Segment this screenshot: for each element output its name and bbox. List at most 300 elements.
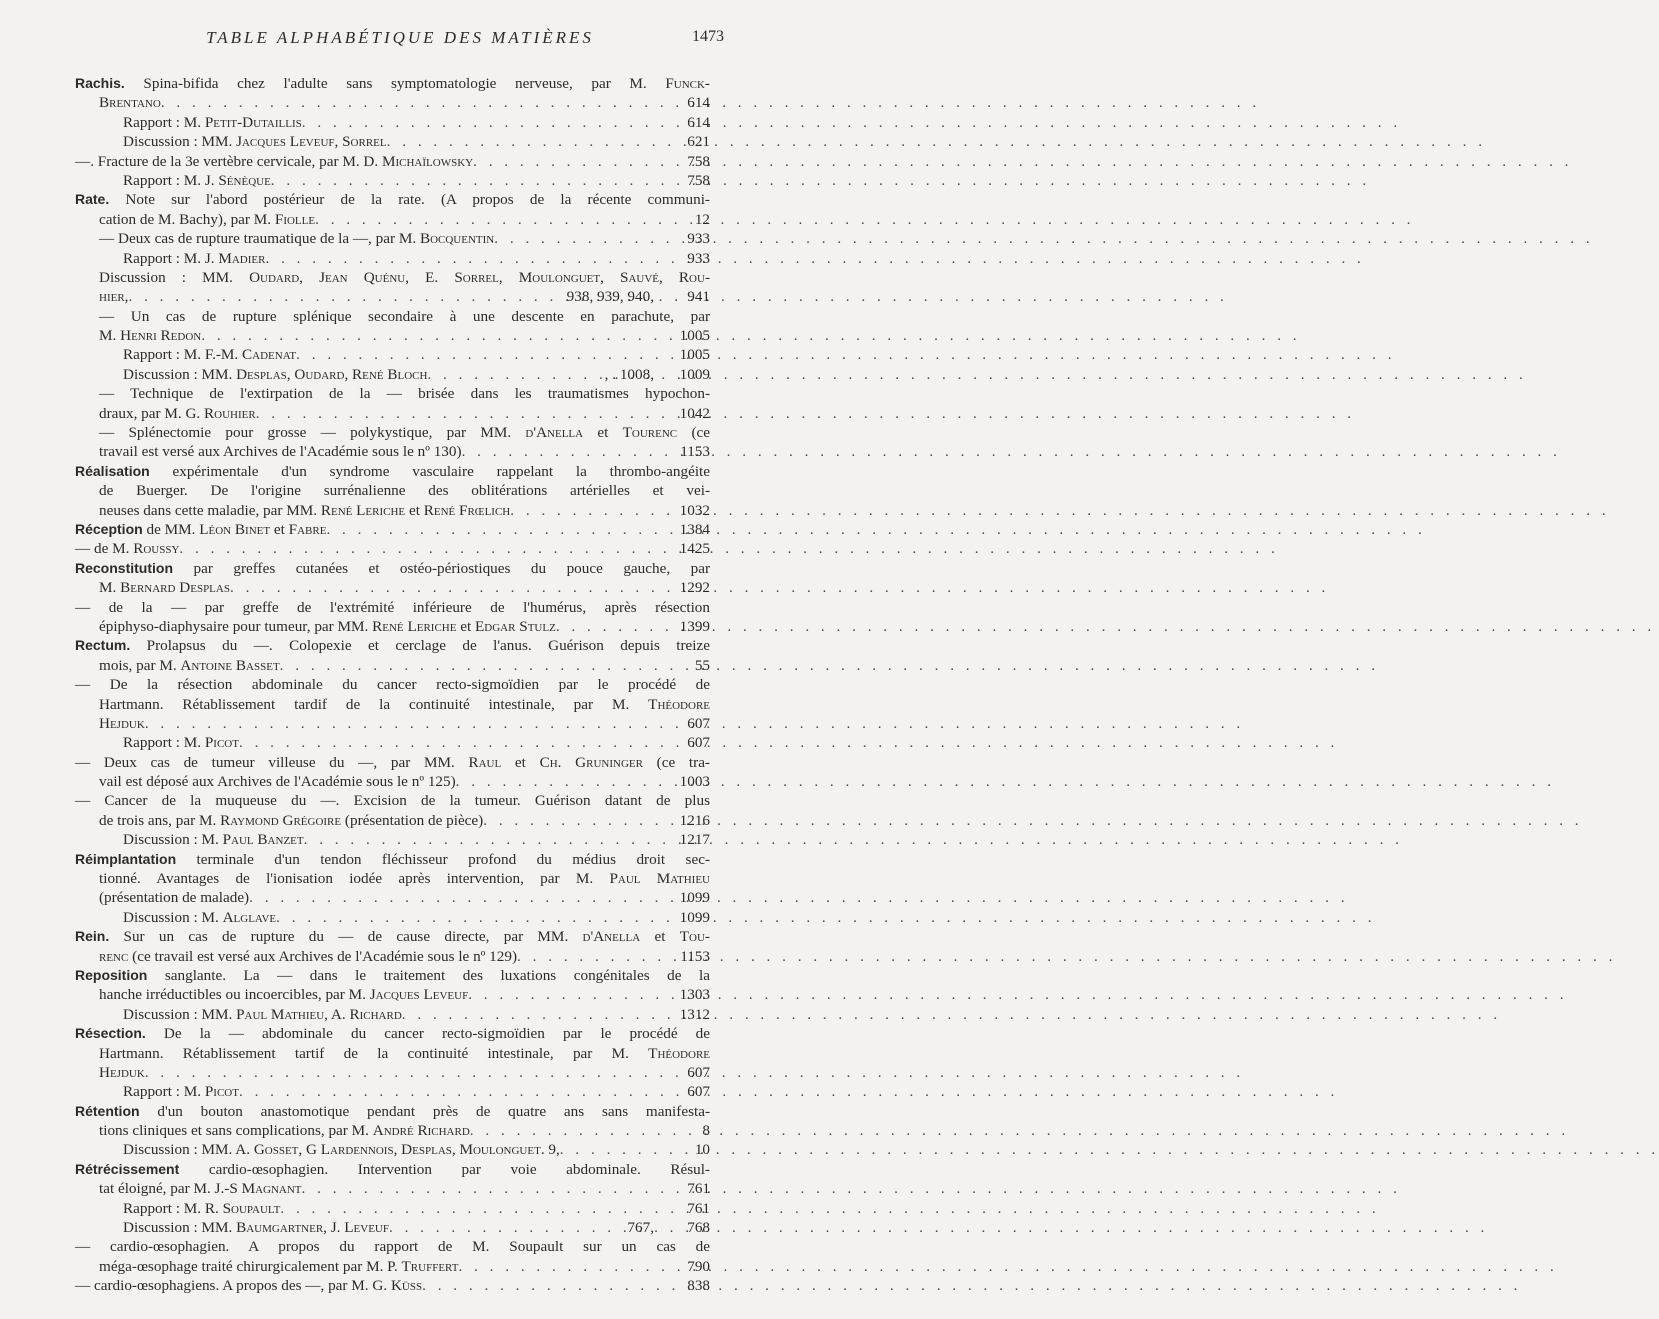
author-name: Truffert: [401, 1257, 459, 1275]
author-name: Magnant: [241, 1180, 302, 1198]
index-line: [75, 966, 710, 985]
page-ref: 1005: [679, 346, 710, 364]
entry-text: [75, 850, 710, 869]
entry-text: [123, 1005, 402, 1024]
author-name: Edgar Stulz: [475, 617, 556, 635]
author-name: Desplas, Oudard, René Bloch: [236, 365, 428, 383]
entry-text: [123, 908, 276, 927]
dot-leader: [161, 93, 683, 112]
dot-leader: [230, 578, 676, 597]
text-run: (ce tra-: [642, 753, 710, 771]
index-line: [75, 559, 710, 578]
index-line: [75, 404, 710, 423]
entry-text: [75, 636, 710, 655]
index-line: [75, 501, 710, 520]
index-line: [75, 1082, 710, 1101]
index-line: [75, 656, 710, 675]
page-ref: 838: [687, 1277, 710, 1295]
headword: Rectum.: [75, 637, 131, 654]
text-run: tat éloigné, par M. J.-S: [99, 1180, 242, 1198]
index-line: [75, 268, 710, 287]
author-name: Paul Mathieu, A. Richard: [236, 1005, 402, 1023]
text-run: Rapport : M. J.: [123, 171, 219, 189]
entry-text: [123, 249, 265, 268]
dot-leader: [462, 442, 677, 461]
text-run: et: [501, 753, 540, 771]
entry-text: [99, 384, 710, 403]
entry-text: [99, 1121, 470, 1140]
dot-leader: [387, 132, 684, 151]
headword: Résection.: [75, 1025, 146, 1042]
author-name: Hejduk: [99, 1063, 145, 1081]
author-name: Tou-: [679, 928, 710, 946]
headword: Réalisation: [75, 462, 150, 479]
entry-text: [123, 171, 271, 190]
index-line: [75, 229, 710, 248]
dot-leader: [556, 617, 676, 636]
page-ref: 933: [687, 230, 710, 248]
text-run: Discussion : MM.: [99, 268, 250, 286]
text-run: mois, par M.: [99, 656, 181, 674]
text-run: Rapport : M. F.-M.: [123, 346, 243, 364]
dot-leader: [389, 1218, 623, 1237]
page-ref: 614: [687, 94, 710, 112]
dot-leader: [304, 830, 676, 849]
entry-text: [123, 113, 302, 132]
dot-leader: [456, 772, 676, 791]
entry-text: [99, 695, 710, 714]
entry-text: [75, 675, 710, 694]
index-line: [75, 1044, 710, 1063]
index-line: [75, 442, 710, 461]
text-run: de Buerger. De l'origine surrénalienne des oblitérations artérielles et vei-: [99, 482, 710, 500]
headword: Rétrécissement: [75, 1160, 180, 1177]
running-title: TABLE ALPHABÉTIQUE DES MATIÈRES: [206, 28, 594, 47]
index-line: [75, 598, 710, 617]
entry-text: [75, 753, 710, 772]
entry-text: [75, 559, 710, 578]
text-run: Discussion : MM.: [123, 365, 237, 383]
index-line: [75, 93, 710, 112]
index-line: [75, 869, 710, 888]
author-name: Paul Mathieu: [609, 870, 710, 888]
page-ref: 1292: [679, 579, 710, 597]
author-name: Funck-: [665, 75, 710, 92]
entry-text: [99, 287, 128, 306]
entry-text: [75, 1160, 710, 1179]
index-line: [75, 345, 710, 364]
entry-text: [75, 1276, 422, 1295]
text-run: . 9,: [540, 1141, 560, 1159]
page-ref: 10: [694, 1141, 710, 1159]
author-name: René Frœlich: [423, 501, 511, 519]
text-run: de MM.: [142, 520, 200, 538]
author-name: Picot: [204, 734, 239, 752]
text-run: travail est versé aux Archives de l'Académie sous le nº 130): [99, 443, 462, 461]
entry-text: [123, 132, 387, 151]
text-run: — Splénectomie pour grosse — polykystique, par MM.: [99, 424, 526, 442]
entry-text: [99, 442, 462, 461]
author-name: Paul Banzet: [222, 831, 304, 849]
author-name: Raul: [468, 753, 502, 771]
entry-text: [123, 1140, 560, 1159]
index-line: [75, 985, 710, 1004]
page-ref: 1009: [679, 365, 710, 383]
page-ref: 790: [687, 1257, 710, 1275]
page-number: 1473: [692, 28, 724, 45]
author-name: Soupault: [222, 1199, 281, 1217]
author-name: Théodore: [648, 695, 710, 713]
page-ref: 768: [687, 1219, 710, 1237]
text-run: ,: [334, 133, 343, 151]
text-run: — Deux cas de tumeur villeuse du —, par MM.: [75, 753, 469, 771]
page-ref: 607: [687, 1063, 710, 1081]
index-line: [75, 636, 710, 655]
page-ref: 767,: [627, 1219, 654, 1237]
page-ref: 607: [687, 734, 710, 752]
text-run: expérimentale d'un syndrome vasculaire rappelant la thrombo-angéite: [149, 462, 710, 480]
index-line: [75, 908, 710, 927]
text-run: Discussion : M.: [123, 908, 223, 926]
dot-leader: [402, 1005, 676, 1024]
dot-leader: [201, 326, 675, 345]
page-ref: 938, 939, 940,: [566, 288, 654, 306]
entry-text: [99, 1044, 710, 1063]
author-name: hier: [99, 288, 125, 306]
entry-text: [99, 578, 230, 597]
text-run: M.: [99, 579, 121, 597]
text-run: vail est déposé aux Archives de l'Académie sous le nº 125): [99, 773, 456, 791]
text-run: — cardio-œsophagiens. A propos des —, par M. G.: [75, 1277, 391, 1295]
dot-leader: [427, 365, 600, 384]
author-name: Picot: [204, 1083, 239, 1101]
text-run: Rapport : M.: [123, 113, 205, 131]
text-run: —. Fracture de la 3e vertèbre cervicale, par M. D.: [75, 152, 382, 170]
text-run: Note sur l'abord postérieur de la rate. (A propos de la récente communi-: [109, 191, 710, 209]
text-run: hanche irréductibles ou incoercibles, par M.: [99, 986, 370, 1004]
author-name: Alglave: [222, 908, 277, 926]
page-ref: 621: [687, 133, 710, 151]
author-name: Roussy: [133, 540, 180, 558]
page-ref: 1217: [679, 831, 710, 849]
text-run: (présentation de pièce): [341, 811, 484, 829]
entry-text: [75, 1237, 710, 1256]
dot-leader: [494, 229, 683, 248]
index-line: [75, 113, 710, 132]
index-line: [75, 791, 710, 810]
page-ref: 758: [687, 152, 710, 170]
text-run: — Cancer de la muqueuse du —. Excision de la tumeur. Guérison datant de plus: [75, 792, 710, 810]
text-run: Discussion : MM.: [123, 1005, 237, 1023]
page-ref: 1099: [679, 908, 710, 926]
text-run: Rapport : M.: [123, 1083, 205, 1101]
index-line: [75, 74, 710, 93]
author-name: Küss: [390, 1277, 423, 1295]
index-line: [75, 152, 710, 171]
index-line: [75, 850, 710, 869]
entry-text: [75, 791, 710, 810]
index-line: [75, 1140, 710, 1159]
text-run: — cardio-œsophagien. A propos du rapport de M. Soupault sur un cas de: [75, 1238, 710, 1256]
author-name: Bocquentin: [419, 230, 495, 248]
entry-text: [99, 93, 161, 112]
index-line: [75, 1024, 710, 1043]
index-line: [75, 481, 710, 500]
text-run: Rapport : M.: [123, 734, 205, 752]
index-line: [75, 539, 710, 558]
author-name: Petit-Dutaillis: [204, 113, 302, 131]
text-run: et: [640, 928, 680, 946]
text-run: et: [405, 501, 424, 519]
dot-leader: [145, 714, 683, 733]
author-name: André Richard: [372, 1122, 470, 1140]
index-line: [75, 714, 710, 733]
dot-leader: [302, 113, 683, 132]
dot-leader: [256, 404, 676, 423]
page-ref: 1099: [679, 889, 710, 907]
author-name: Fabre: [288, 520, 327, 538]
text-run: épiphyso-diaphysaire pour tumeur, par MM.: [99, 617, 373, 635]
index-line: [75, 249, 710, 268]
entry-text: [75, 927, 710, 946]
headword: Réception: [75, 520, 143, 537]
index-line: [75, 210, 710, 229]
entry-text: [99, 656, 280, 675]
text-run: draux, par M. G.: [99, 404, 205, 422]
entry-text: [99, 811, 483, 830]
page-ref: 761: [687, 1180, 710, 1198]
entry-text: [99, 210, 315, 229]
entry-text: [75, 462, 710, 481]
index-line: [75, 1102, 710, 1121]
text-run: Prolapsus du —. Colopexie et cerclage de l'anus. Guérison depuis treize: [130, 637, 710, 655]
author-name: Théodore: [648, 1044, 710, 1062]
page-ref: 1384: [679, 520, 710, 538]
entry-text: [99, 481, 710, 500]
author-name: Brentano: [99, 94, 161, 112]
author-name: Raymond Grégoire: [220, 811, 342, 829]
text-run: (ce: [677, 424, 710, 442]
index-line: [75, 1276, 710, 1295]
text-run: neuses dans cette maladie, par MM.: [99, 501, 321, 519]
entry-text: [123, 1199, 280, 1218]
author-name: Baumgartner, J. Leveuf: [236, 1219, 389, 1237]
entry-text: [75, 539, 179, 558]
entry-text: [75, 190, 710, 209]
headword: Reposition: [75, 966, 148, 983]
dot-leader: [473, 152, 683, 171]
page-ref: 1216: [679, 811, 710, 829]
page-ref: 1399: [679, 617, 710, 635]
author-name: d'Anella: [582, 928, 641, 946]
entry-text: [99, 947, 517, 966]
index-line: [75, 733, 710, 752]
dot-leader: [128, 287, 562, 306]
text-run: de trois ans, par M.: [99, 811, 221, 829]
entry-text: [99, 1063, 145, 1082]
index-page: [0, 0, 800, 1319]
dot-leader: [265, 249, 683, 268]
page-ref: 1005: [679, 327, 710, 345]
dot-leader: [458, 1257, 683, 1276]
text-run: — De la résection abdominale du cancer recto-sigmoïdien par le procédé de: [75, 676, 710, 694]
dot-leader: [510, 501, 675, 520]
author-name: Cadenat: [242, 346, 297, 364]
dot-leader: [560, 1140, 691, 1159]
index-line: [75, 578, 710, 597]
author-name: renc: [99, 947, 129, 965]
text-run: et: [456, 617, 476, 635]
index-line: [75, 423, 710, 442]
author-name: Jacques Leveuf: [369, 986, 469, 1004]
index-line: [75, 384, 710, 403]
headword: Reconstitution: [75, 559, 173, 576]
page-ref: 12: [694, 210, 710, 228]
page-ref: 1312: [679, 1005, 710, 1023]
page-ref: , . 1008,: [604, 365, 654, 383]
index-line: [75, 132, 710, 151]
entry-text: [75, 1102, 710, 1121]
text-run: — Technique de l'extirpation de la — brisée dans les traumatismes hypochon-: [99, 385, 710, 403]
text-run: tionné. Avantages de l'ionisation iodée après intervention, par M.: [99, 870, 610, 888]
index-line: [75, 1179, 710, 1198]
entry-text: [99, 1257, 458, 1276]
text-run: Discussion : MM.: [123, 133, 237, 151]
author-name: Ch. Gruninger: [539, 753, 643, 771]
author-name: Oudard, Jean Quénu, E. Sorrel, Moulonguet, Sauvé, Rou-: [249, 268, 711, 286]
entry-text: [123, 830, 304, 849]
text-run: (présentation de malade): [99, 889, 250, 907]
author-name: Sénèque: [218, 171, 271, 189]
author-name: René Leriche: [372, 617, 457, 635]
page-ref: 933: [687, 249, 710, 267]
text-run: Spina-bifida chez l'adulte sans symptomatologie nerveuse, par M.: [124, 75, 666, 92]
text-run: (ce travail est versé aux Archives de l'Académie sous le nº 129): [128, 947, 518, 965]
index-line: [75, 617, 710, 636]
dot-leader: [422, 1276, 683, 1295]
text-run: Rapport : M. J.: [123, 249, 219, 267]
entry-text: [75, 1024, 710, 1043]
index-line: [75, 888, 710, 907]
dot-leader: [315, 210, 691, 229]
author-name: Madier: [218, 249, 266, 267]
text-run: — de la — par greffe de l'extrémité inférieure de l'humérus, après résection: [75, 598, 710, 616]
page-ref: 55: [694, 656, 710, 674]
dot-leader: [280, 656, 691, 675]
page-ref: 1303: [679, 986, 710, 1004]
page-ref: 614: [687, 113, 710, 131]
entry-text: [99, 326, 201, 345]
dot-leader: [302, 1179, 684, 1198]
index-line: [75, 1005, 710, 1024]
entry-text: [123, 733, 239, 752]
page-ref: 1153: [680, 947, 710, 965]
entry-text: [99, 1179, 302, 1198]
entry-text: [123, 365, 427, 384]
page-ref: 1032: [679, 501, 710, 519]
text-run: Discussion : MM. A.: [123, 1141, 254, 1159]
headword: Réimplantation: [75, 850, 177, 867]
page-ref: 1425: [679, 540, 710, 558]
index-line: [75, 830, 710, 849]
entry-text: [99, 869, 710, 888]
text-run: — Un cas de rupture splénique secondaire à une descente en parachute, par: [99, 307, 710, 325]
subject-index: [75, 74, 710, 1296]
entry-text: [99, 714, 145, 733]
index-line: [75, 1160, 710, 1179]
author-name: Michaïlowsky: [381, 152, 474, 170]
entry-text: [123, 1082, 239, 1101]
entry-text: [99, 268, 710, 287]
dot-leader: [179, 539, 675, 558]
dot-leader: [239, 1082, 683, 1101]
text-run: Discussion : M.: [123, 831, 223, 849]
dot-leader: [271, 171, 683, 190]
page-ref: 941: [687, 288, 710, 306]
headword: Rate.: [75, 191, 110, 208]
author-name: Henri Redon: [120, 327, 202, 345]
author-name: René Leriche: [320, 501, 406, 519]
author-name: Jacques Leveuf: [236, 133, 335, 151]
entry-text: [99, 404, 256, 423]
entry-text: [75, 152, 473, 171]
entry-text: [99, 617, 556, 636]
running-header: [0, 28, 800, 52]
page-ref: 1003: [679, 773, 710, 791]
text-run: terminale d'un tendon fléchisseur profond du médius droit sec-: [176, 850, 710, 868]
dot-leader: [249, 888, 676, 907]
index-line: [75, 307, 710, 326]
entry-text: [75, 598, 710, 617]
index-line: [75, 1218, 710, 1237]
dot-leader: [280, 1199, 683, 1218]
page-ref: 1042: [679, 404, 710, 422]
index-line: [75, 1063, 710, 1082]
text-run: M.: [99, 327, 121, 345]
index-line: [75, 811, 710, 830]
text-run: par greffes cutanées et ostéo-périostiques du pouce gauche, par: [173, 559, 710, 577]
text-run: et: [583, 424, 623, 442]
text-run: et: [270, 520, 289, 538]
headword: Rein.: [75, 928, 110, 945]
page-ref: 607: [687, 714, 710, 732]
text-run: Hartmann. Rétablissement tardif de la continuité intestinale, par M.: [99, 695, 649, 713]
index-line: [75, 1257, 710, 1276]
author-name: Fiolle: [274, 210, 316, 228]
entry-text: [99, 229, 494, 248]
dot-leader: [239, 733, 683, 752]
index-line: [75, 947, 710, 966]
index-line: [75, 1237, 710, 1256]
index-line: [75, 287, 710, 306]
author-name: Bernard Desplas: [120, 579, 230, 597]
text-run: — Deux cas de rupture traumatique de la —, par M.: [99, 230, 420, 248]
author-name: Tourenc: [622, 424, 678, 442]
text-run: Discussion : MM.: [123, 1219, 237, 1237]
text-run: cardio-œsophagien. Intervention par voie abdominale. Résul-: [179, 1160, 710, 1178]
index-line: [75, 675, 710, 694]
index-line: [75, 772, 710, 791]
author-name: Gosset, G Lardennois, Desplas, Moulonguet: [253, 1141, 541, 1159]
entry-text: [99, 888, 249, 907]
author-name: Rouhier: [204, 404, 256, 422]
entry-text: [123, 345, 296, 364]
index-line: [75, 171, 710, 190]
author-name: d'Anella: [525, 424, 584, 442]
index-line: [75, 753, 710, 772]
headword: Rachis.: [75, 75, 125, 91]
dot-leader: [276, 908, 676, 927]
